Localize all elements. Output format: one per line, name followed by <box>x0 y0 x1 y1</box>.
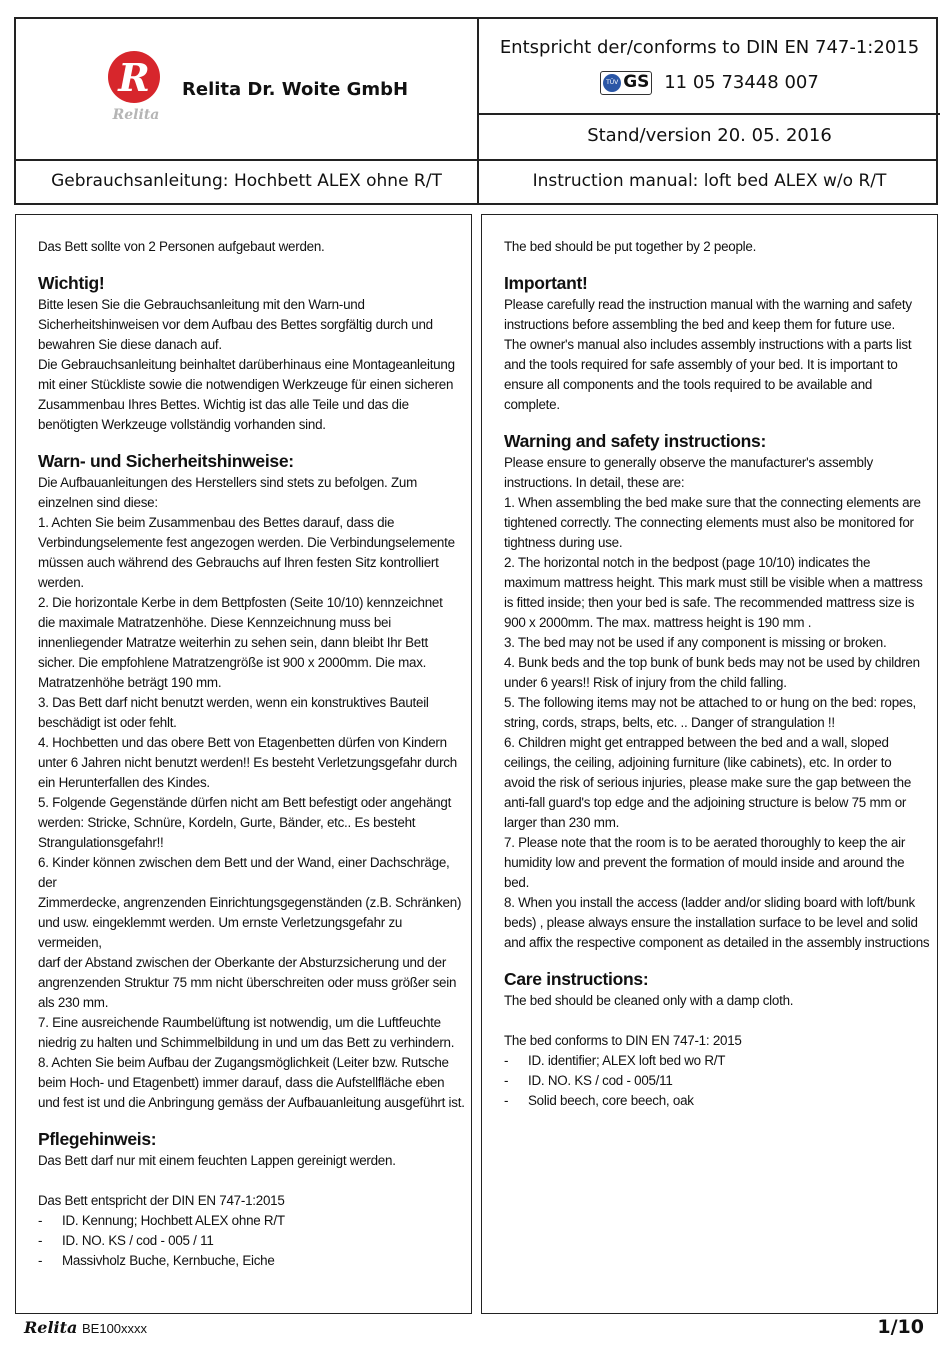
text-line: die maximale Matratzenhöhe. Diese Kennzeichnung muss bei <box>38 615 391 630</box>
text-line: 1. When assembling the bed make sure that the connecting elements are <box>504 495 921 510</box>
intro-en: The bed should be put together by 2 people. <box>504 239 757 254</box>
footer-logo: Relita <box>24 1318 78 1337</box>
text-line: The owner's manual also includes assembly instructions with a parts list <box>504 337 912 352</box>
list-item: - Solid beech, core beech, oak <box>504 1093 694 1108</box>
text-line: 1. Achten Sie beim Zusammenbau des Bettes darauf, dass die <box>38 515 395 530</box>
title-en-cell <box>479 161 940 203</box>
text-line: beim Hoch- und Etagenbett) immer darauf, dass die Aufstellfläche eben <box>38 1075 445 1090</box>
relita-logo-icon: R <box>108 51 160 103</box>
conformity-cell <box>479 19 940 113</box>
text-line: string, cords, straps, belts, etc. .. Danger of strangulation !! <box>504 715 835 730</box>
page-number: 1/10 <box>877 1316 924 1338</box>
text-line: bewahren Sie diese danach auf. <box>38 337 222 352</box>
company-name: Relita Dr. Woite GmbH <box>182 79 409 100</box>
text-line: beschädigt ist oder fehlt. <box>38 715 177 730</box>
text-line: 2. Die horizontale Kerbe in dem Bettpfosten (Seite 10/10) kennzeichnet <box>38 595 443 610</box>
conformity-text: Entspricht der/conforms to DIN EN 747-1:2015 <box>499 37 920 58</box>
text-line: müssen auch während des Gebrauchs auf Ihren festen Sitz kontrolliert <box>38 555 439 570</box>
text-line: als 230 mm. <box>38 995 109 1010</box>
text-line: Strangulationsgefahr!! <box>38 835 164 850</box>
intro-de: Das Bett sollte von 2 Personen aufgebaut werden. <box>38 239 325 254</box>
text-line: 5. Folgende Gegenstände dürfen nicht am Bett befestigt oder angehängt <box>38 795 452 810</box>
text-line: darf der Abstand zwischen der Oberkante der Absturzsicherung und der <box>38 955 447 970</box>
list-item: - ID. NO. KS / cod - 005/11 <box>504 1073 673 1088</box>
text-line: Die Gebrauchsanleitung beinhaltet darüberhinaus eine Montageanleitung <box>38 357 455 372</box>
title-de-cell <box>16 161 477 203</box>
text-line: angrenzenden Struktur 75 mm nicht überschreiten oder muss größer sein <box>38 975 457 990</box>
text-line: sicher. Die empfohlene Matratzengröße ist 900 x 2000mm. Die max. <box>38 655 427 670</box>
text-line: 8. Achten Sie beim Aufbau der Zugangsmöglichkeit (Leiter bzw. Rutsche <box>38 1055 449 1070</box>
warning-heading-en: Warning and safety instructions: <box>504 431 767 451</box>
care-heading-en: Care instructions: <box>504 969 649 989</box>
warning-heading-de: Warn- und Sicherheitshinweise: <box>38 451 294 471</box>
text-line: 6. Kinder können zwischen dem Bett und der Wand, einer Dachschräge, der <box>38 855 450 890</box>
text-line: and the tools required for safe assembly of your bed. It is important to <box>504 357 898 372</box>
certification-row <box>479 71 940 95</box>
text-line: 3. The bed may not be used if any component is missing or broken. <box>504 635 887 650</box>
text-line: ensure all components and the tools required to be available and <box>504 377 873 392</box>
text-line: complete. <box>504 397 560 412</box>
text-line: avoid the risk of serious injuries, please make sure the gap between the <box>504 775 912 790</box>
important-heading-en: Important! <box>504 273 588 293</box>
text-line: ceilings, the ceiling, adjoining furniture (like cabinets), etc. In order to <box>504 755 892 770</box>
version-text: Stand/version 20. 05. 2016 <box>587 125 832 146</box>
footer-code: BE100xxxx <box>82 1321 148 1336</box>
text-line: benötigten Werkzeuge vollständig vorhanden sind. <box>38 417 326 432</box>
text-line: 900 x 2000mm. The max. mattress height is 190 mm . <box>504 615 812 630</box>
text-line: bed. <box>504 875 530 890</box>
text-line: Please carefully read the instruction manual with the warning and safety <box>504 297 912 312</box>
text-line: Zusammenbau Ihres Bettes. Wichtig ist das alle Teile und das die <box>38 397 409 412</box>
certificate-number: 11 05 73448 007 <box>664 72 819 93</box>
text-line: tightness during use. <box>504 535 623 550</box>
text-line: anti-fall guard's top edge and the adjoining structure is below 75 mm or <box>504 795 907 810</box>
conform-text-en: The bed conforms to DIN EN 747-1: 2015 <box>504 1033 742 1048</box>
english-column <box>481 214 938 1314</box>
text-line: 2. The horizontal notch in the bedpost (page 10/10) indicates the <box>504 555 871 570</box>
important-text-en <box>504 295 931 415</box>
list-item: - Massivholz Buche, Kernbuche, Eiche <box>38 1253 275 1268</box>
important-heading-de: Wichtig! <box>38 273 105 293</box>
text-line: under 6 years!! Risk of injury from the child falling. <box>504 675 787 690</box>
text-line: und usw. eingeklemmt werden. Um ernste Verletzungsgefahr zu vermeiden, <box>38 915 403 950</box>
text-line: 7. Please note that the room is to be aerated thoroughly to keep the air <box>504 835 906 850</box>
tuv-gs-certification-icon: TÜV GS <box>600 71 652 95</box>
care-text-de: Das Bett darf nur mit einem feuchten Lappen gereinigt werden. <box>38 1153 396 1168</box>
text-line: maximum mattress height. This mark must still be visible when a mattress <box>504 575 923 590</box>
text-line: beds) , please always ensure the installation surface to be level and solid <box>504 915 918 930</box>
text-line: und fest ist und die Anbringung gemäss der Aufbauanleitung ausgeführt ist. <box>38 1095 465 1110</box>
care-heading-de: Pflegehinweis: <box>38 1129 157 1149</box>
care-text-en: The bed should be cleaned only with a damp cloth. <box>504 993 794 1008</box>
text-line: Zimmerdecke, angrenzenden Einrichtungsgegenständen (z.B. Schränken) <box>38 895 462 910</box>
title-en: Instruction manual: loft bed ALEX w/o R/T <box>532 171 887 191</box>
warning-text-en <box>504 453 931 953</box>
logo-area <box>16 19 477 159</box>
text-line: Matratzenhöhe beträgt 190 mm. <box>38 675 222 690</box>
important-text-de <box>38 295 465 435</box>
text-line: werden. <box>38 575 84 590</box>
text-line: mit einer Stückliste sowie die notwendigen Werkzeuge für einen sicheren <box>38 377 454 392</box>
text-line: innenliegender Matratze weiterhin zu sehen sein, dann bleibt Ihr Bett <box>38 635 428 650</box>
warning-text-de <box>38 473 465 1113</box>
text-line: 8. When you install the access (ladder and/or sliding board with loft/bunk <box>504 895 915 910</box>
text-line: Bitte lesen Sie die Gebrauchsanleitung mit den Warn-und <box>38 297 365 312</box>
text-line: is fitted inside; then your bed is safe. The recommended mattress size is <box>504 595 915 610</box>
text-line: 7. Eine ausreichende Raumbelüftung ist notwendig, um die Luftfeuchte <box>38 1015 441 1030</box>
text-line: ein Herunterfallen des Kindes. <box>38 775 210 790</box>
list-item: - ID. NO. KS / cod - 005 / 11 <box>38 1233 214 1248</box>
text-line: Sicherheitshinweisen vor dem Aufbau des Bettes sorgfältig durch und <box>38 317 433 332</box>
text-line: einzelnen sind diese: <box>38 495 158 510</box>
list-item: - ID. identifier; ALEX loft bed wo R/T <box>504 1053 726 1068</box>
list-item: - ID. Kennung; Hochbett ALEX ohne R/T <box>38 1213 285 1228</box>
text-line: 4. Hochbetten und das obere Bett von Etagenbetten dürfen von Kindern <box>38 735 447 750</box>
bullet-list-de <box>38 1211 465 1271</box>
text-line: instructions. In detail, these are: <box>504 475 685 490</box>
text-line: niedrig zu halten und Schimmelbildung in und um das Bett zu verhindern. <box>38 1035 455 1050</box>
text-line: 4. Bunk beds and the top bunk of bunk beds may not be used by children <box>504 655 920 670</box>
text-line: and affix the respective component as detailed in the assembly instructions <box>504 935 930 950</box>
text-line: werden: Stricke, Schnüre, Kordeln, Gurte, Bänder, etc.. Es besteht <box>38 815 416 830</box>
logo-script: Relita <box>112 107 160 123</box>
text-line: 6. Children might get entrapped between the bed and a wall, sloped <box>504 735 889 750</box>
text-line: tightened correctly. The connecting elements must also be monitored for <box>504 515 914 530</box>
text-line: Please ensure to generally observe the manufacturer's assembly <box>504 455 873 470</box>
text-line: instructions before assembling the bed and keep them for future use. <box>504 317 895 332</box>
text-line: larger than 230 mm. <box>504 815 620 830</box>
text-line: 5. The following items may not be attached to or hung on the bed: ropes, <box>504 695 917 710</box>
german-column <box>15 214 472 1314</box>
title-de: Gebrauchsanleitung: Hochbett ALEX ohne R/T <box>51 171 442 191</box>
text-line: humidity low and prevent the formation of mould inside and around the <box>504 855 905 870</box>
text-line: unter 6 Jahren nicht benutzt werden!! Es besteht Verletzungsgefahr durch <box>38 755 457 770</box>
text-line: Verbindungselemente fest angezogen werden. Die Verbindungselemente <box>38 535 455 550</box>
conform-text-de: Das Bett entspricht der DIN EN 747-1:2015 <box>38 1193 285 1208</box>
header-table <box>14 17 938 205</box>
version-cell <box>479 115 940 159</box>
text-line: Die Aufbauanleitungen des Herstellers sind stets zu befolgen. Zum <box>38 475 418 490</box>
text-line: 3. Das Bett darf nicht benutzt werden, wenn ein konstruktives Bauteil <box>38 695 429 710</box>
bullet-list-en <box>504 1051 931 1111</box>
